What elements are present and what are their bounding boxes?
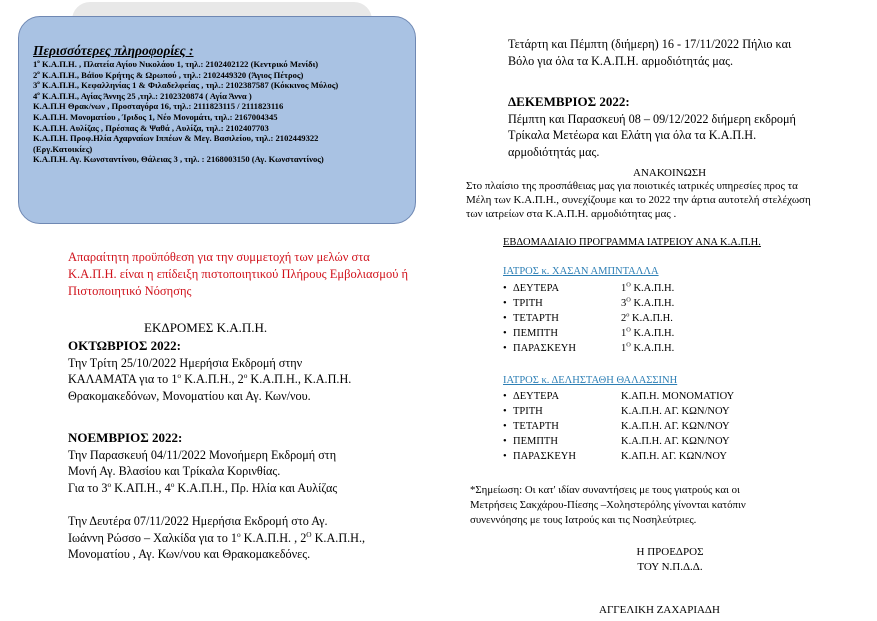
schedule-row: • ΔΕΥΤΕΡΑ $1^O$ Κ.Α.Π.Η. [503, 281, 675, 294]
note [470, 483, 870, 528]
schedule-row: • ΠΑΡΑΣΚΕΥΗ Κ.ΑΠ.Η. ΑΓ. ΚΩΝ/ΝΟΥ [503, 451, 728, 462]
trip-line: Την Τρίτη 25/10/2022 Ημερήσια Εκδρομή στην [68, 355, 303, 370]
announcement-title: ΑΝΑΚΟΙΝΩΣΗ [633, 167, 707, 179]
announcement-line: Μέλη των Κ.Α.Π.Η., συνεχίζουμε και το 2022 την άρτια αυτοτελή στελέχωση [466, 194, 811, 206]
trip-line: Βόλο για όλα τα Κ.Α.Π.Η. αρμοδιότητάς μας. [508, 53, 734, 68]
info-line: Κ.Α.Π.Η Θρακ/νων , Προσταγόρα 16, τηλ.: 2111823115 / 2111823116 [33, 101, 284, 112]
schedule-row: • ΠΕΜΠΤΗ Κ.Α.Π.Η. ΑΓ. ΚΩΝ/ΝΟΥ [503, 436, 730, 447]
trip-line: Πέμπτη και Παρασκευή 08 – 09/12/2022 διήμερη εκδρομή [508, 111, 796, 126]
trip-line: Την Παρασκευή 04/11/2022 Μονοήμερη Εκδρομή στη [68, 447, 337, 462]
month-october: ΟΚΤΩΒΡΙΟΣ 2022: [68, 338, 181, 353]
schedule-row: • ΠΕΜΠΤΗ $1^O$ Κ.Α.Π.Η. [503, 326, 675, 339]
trip-line: Μονή Αγ. Βλασίου και Τρίκαλα Κορινθίας. [68, 464, 281, 478]
vaccination-notice: Απαραίτητη προϋπόθεση για την συμμετοχή των μελών στα Κ.Α.Π.Η. είναι η επίδειξη πιστοποιητικού Πλήρους Εμβολιασμού ή Πιστοποιητικό Νόσησης [68, 250, 409, 298]
trips-december [508, 94, 868, 160]
doctor1-heading: ΙΑΤΡΟΣ κ. ΧΑΣΑΝ ΑΜΠΝΤΑΛΛΑ [503, 266, 659, 277]
info-box [18, 16, 416, 224]
trip-line: Την Δευτέρα 07/11/2022 Ημερήσια Εκδρομή στο Αγ. [68, 514, 328, 528]
announcement-line: Στο πλαίσιο της προσπάθειας μας για ποιοτικές ιατρικές υπηρεσίες προς τα [466, 180, 798, 192]
info-title: Περισσότερες πληροφορίες : [33, 43, 194, 58]
trips-heading: ΕΚΔΡΟΜΕΣ Κ.Α.Π.Η. [144, 320, 268, 335]
trip-line: Θρακομακεδόνων, Μονοματίου και Αγ. Κων/νου. [68, 388, 311, 403]
info-line: $4^o$ Κ.Α.Π.Η., Αγίας Άννης 25 ,τηλ.: 2102320874 ( Αγία Άννα ) [33, 90, 252, 101]
trip-line: Τετάρτη και Πέμπτη (διήμερη) 16 - 17/11/2022 Πήλιο και [508, 37, 792, 51]
info-list [33, 59, 405, 165]
signature-name: ΑΓΓΕΛΙΚΗ ΖΑΧΑΡΙΑΔΗ [599, 604, 720, 616]
note-line: Μετρήσεις Σακχάρου-Πίεσης –Χοληστερόλης γίνονται κατόπιν [470, 499, 746, 511]
note-line: *Σημείωση: Οι κατ' ιδίαν συναντήσεις με τους γιατρούς και οι [470, 484, 740, 496]
trips-november-cont [508, 36, 868, 69]
doctor2-table [503, 389, 803, 464]
schedule-row: • ΤΡΙΤΗ $3^O$ Κ.Α.Π.Η. [503, 296, 675, 309]
month-november: ΝΟΕΜΒΡΙΟΣ 2022: [68, 430, 183, 445]
info-line: Κ.Α.Π.Η. Προφ.Ηλία Αχαρναίων Ιππέων & Μεγ. Βασιλείου, τηλ.: 2102449322 (Εργ.Κατοικίες) [33, 133, 319, 154]
schedule-row: • ΤΕΤΑΡΤΗ Κ.Α.Π.Η. ΑΓ. ΚΩΝ/ΝΟΥ [503, 421, 730, 432]
signature-org: ΤΟΥ Ν.Π.Δ.Δ. [637, 561, 703, 573]
info-line: $2^o$ Κ.Α.Π.Η., Βάϊου Κρήτης & Ωρωπού , τηλ.: 2102449320 (Άγιος Πέτρος) [33, 69, 304, 80]
info-line: $3^o$ Κ.Α.Π.Η., Κεφαλληνίας 1 & Φιλαδελφείας , τηλ.: 2102387587 (Κόκκινος Μύλος) [33, 80, 339, 91]
note-line: συνεννόησης με τους Ιατρούς και τις Νοσηλεύτριες. [470, 514, 697, 526]
schedule-title: ΕΒΔΟΜΑΔΙΑΙΟ ΠΡΟΓΡΑΜΜΑ ΙΑΤΡΕΙΟΥ ΑΝΑ Κ.Α.Π.Η. [503, 237, 761, 248]
schedule-row: • ΤΡΙΤΗ Κ.Α.Π.Η. ΑΓ. ΚΩΝ/ΝΟΥ [503, 406, 730, 417]
trip-line: Τρίκαλα Μετέωρα και Ελάτη για όλα τα Κ.Α.Π.Η. [508, 128, 757, 142]
info-line: $1^o$ Κ.Α.Π.Η. , Πλατεία Αγίου Νικολάου 1, τηλ.: 2102402122 (Κεντρικό Μενίδι) [33, 59, 319, 69]
doctor1-table [503, 281, 803, 356]
info-line: Κ.Α.Π.Η. Αυλίζας , Πρέσπας & Ψαθά , Αυλίζα, τηλ.: 2102407703 [33, 122, 269, 133]
signature-block [600, 545, 740, 575]
trip-line: Για το $3^o$ Κ.ΑΠ.Η., $4^o$ Κ.Α.Π.Η., Πρ. Ηλία και Αυλίζας [68, 479, 338, 495]
info-line: Κ.Α.Π.Η. Μονοματίου , Ίριδος 1, Νέο Μονομάτι, τηλ.: 2167004345 [33, 111, 278, 122]
month-december: ΔΕΚΕΜΒΡΙΟΣ 2022: [508, 94, 630, 109]
schedule-row: • ΔΕΥΤΕΡΑ Κ.ΑΠ.Η. ΜΟΝΟΜΑΤΙΟΥ [503, 391, 735, 402]
announcement-body [466, 179, 866, 221]
signature-title: Η ΠΡΟΕΔΡΟΣ [636, 546, 704, 558]
doctor2-heading: ΙΑΤΡΟΣ κ. ΔΕΛΗΣΤΑΘΗ ΘΑΛΑΣΣΙΝΗ [503, 375, 678, 386]
schedule-row: • ΤΕΤΑΡΤΗ $2^o$ Κ.Α.Π.Η. [503, 311, 673, 324]
trips-october [68, 338, 428, 404]
trip-line: ΚΑΛΑΜΑΤΑ για το $1^o$ Κ.Α.Π.Η., $2^o$ Κ.Α.Π.Η., Κ.Α.Π.Η. [68, 370, 352, 386]
trip-line: Ιωάννη Ρώσσο – Χαλκίδα για το $1^o$ Κ.Α.Π.Η. , $2^O$ Κ.Α.Π.Η., [68, 529, 366, 545]
announcement-line: των ιατρείων στα Κ.Α.Π.Η. αρμοδιότητας μας . [466, 208, 677, 220]
trip-line: Μονοματίου , Αγ. Κων/νου και Θρακομακεδόνες. [68, 547, 311, 561]
trips-november [68, 430, 428, 563]
trip-line: αρμοδιότητάς μας. [508, 144, 600, 159]
schedule-row: • ΠΑΡΑΣΚΕΥΗ $1^O$ Κ.Α.Π.Η. [503, 341, 675, 354]
info-line: Κ.Α.Π.Η. Αγ. Κωνσταντίνου, Θάλειας 3 , τηλ. : 2168003150 (Αγ. Κωνσταντίνος) [33, 154, 324, 165]
